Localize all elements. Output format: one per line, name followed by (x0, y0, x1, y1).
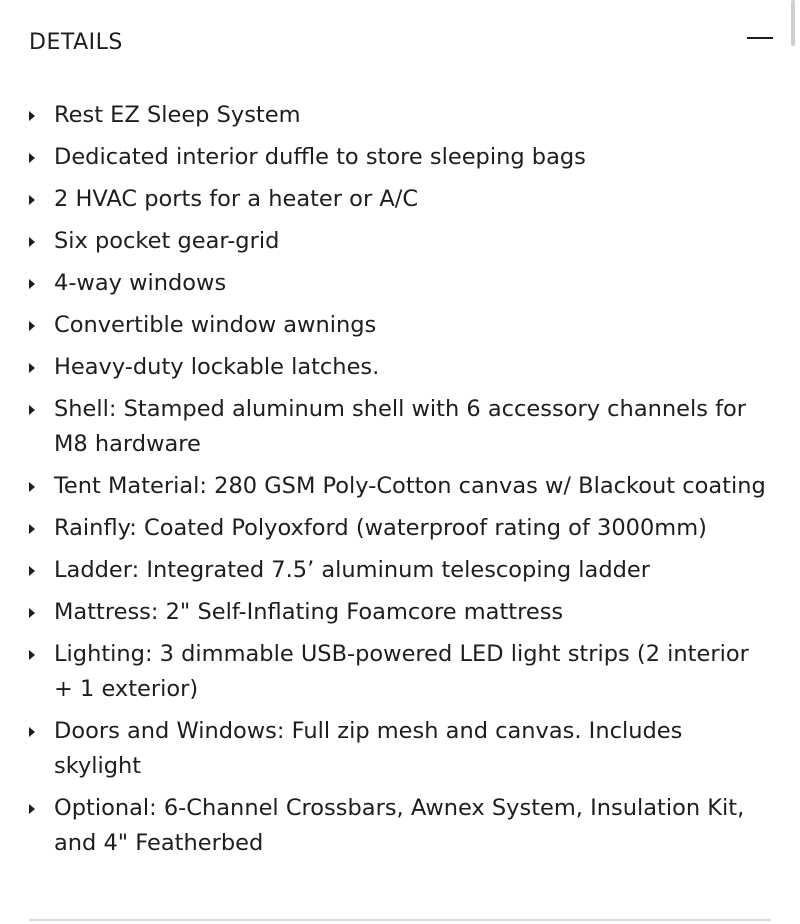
list-item (0, 266, 800, 301)
list-item-text: Ladder: Integrated 7.5’ aluminum telescoping ladder (54, 557, 650, 583)
list-item-text: Mattress: 2" Self-Inflating Foamcore mattress (54, 599, 564, 625)
list-item (0, 595, 800, 630)
list-item-text: Doors and Windows: Full zip mesh and canvas. Includes skylight (54, 718, 683, 779)
list-item-text: 2 HVAC ports for a heater or A/C (54, 186, 419, 212)
list-item-text: Shell: Stamped aluminum shell with 6 accessory channels for M8 hardware (54, 396, 747, 457)
list-item (0, 511, 800, 546)
scrollbar[interactable] (791, 0, 795, 46)
list-item-text: Optional: 6-Channel Crossbars, Awnex System, Insulation Kit, and 4" Featherbed (54, 795, 745, 856)
list-item (0, 308, 800, 343)
triangle-bullet-icon (29, 650, 35, 660)
triangle-bullet-icon (29, 321, 35, 331)
list-item (0, 350, 800, 385)
collapse-toggle-button[interactable] (744, 22, 776, 54)
triangle-bullet-icon (29, 279, 35, 289)
list-item-text: Rest EZ Sleep System (54, 102, 301, 128)
triangle-bullet-icon (29, 363, 35, 373)
minus-icon (747, 37, 773, 39)
list-item (0, 392, 800, 462)
list-item-text: Lighting: 3 dimmable USB-powered LED light strips (2 interior + 1 exterior) (54, 641, 749, 702)
triangle-bullet-icon (29, 153, 35, 163)
list-item (0, 791, 800, 861)
details-accordion-header[interactable] (0, 0, 800, 90)
bottom-divider (29, 919, 771, 921)
list-item (0, 469, 800, 504)
triangle-bullet-icon (29, 566, 35, 576)
list-item (0, 182, 800, 217)
list-item-text: Convertible window awnings (54, 312, 377, 338)
list-item (0, 140, 800, 175)
triangle-bullet-icon (29, 608, 35, 618)
list-item-text: Tent Material: 280 GSM Poly-Cotton canvas w/ Blackout coating (54, 473, 766, 499)
list-item (0, 553, 800, 588)
triangle-bullet-icon (29, 524, 35, 534)
triangle-bullet-icon (29, 111, 35, 121)
triangle-bullet-icon (29, 482, 35, 492)
triangle-bullet-icon (29, 804, 35, 814)
list-item (0, 98, 800, 133)
list-item-text: Heavy-duty lockable latches. (54, 354, 380, 380)
list-item (0, 714, 800, 784)
triangle-bullet-icon (29, 405, 35, 415)
list-item (0, 637, 800, 707)
list-item (0, 224, 800, 259)
list-item-text: 4-way windows (54, 270, 227, 296)
details-list (0, 98, 800, 868)
triangle-bullet-icon (29, 237, 35, 247)
triangle-bullet-icon (29, 727, 35, 737)
triangle-bullet-icon (29, 195, 35, 205)
list-item-text: Dedicated interior duffle to store sleeping bags (54, 144, 586, 170)
section-title: DETAILS (29, 30, 123, 55)
list-item-text: Rainfly: Coated Polyoxford (waterproof rating of 3000mm) (54, 515, 707, 541)
list-item-text: Six pocket gear-grid (54, 228, 280, 254)
